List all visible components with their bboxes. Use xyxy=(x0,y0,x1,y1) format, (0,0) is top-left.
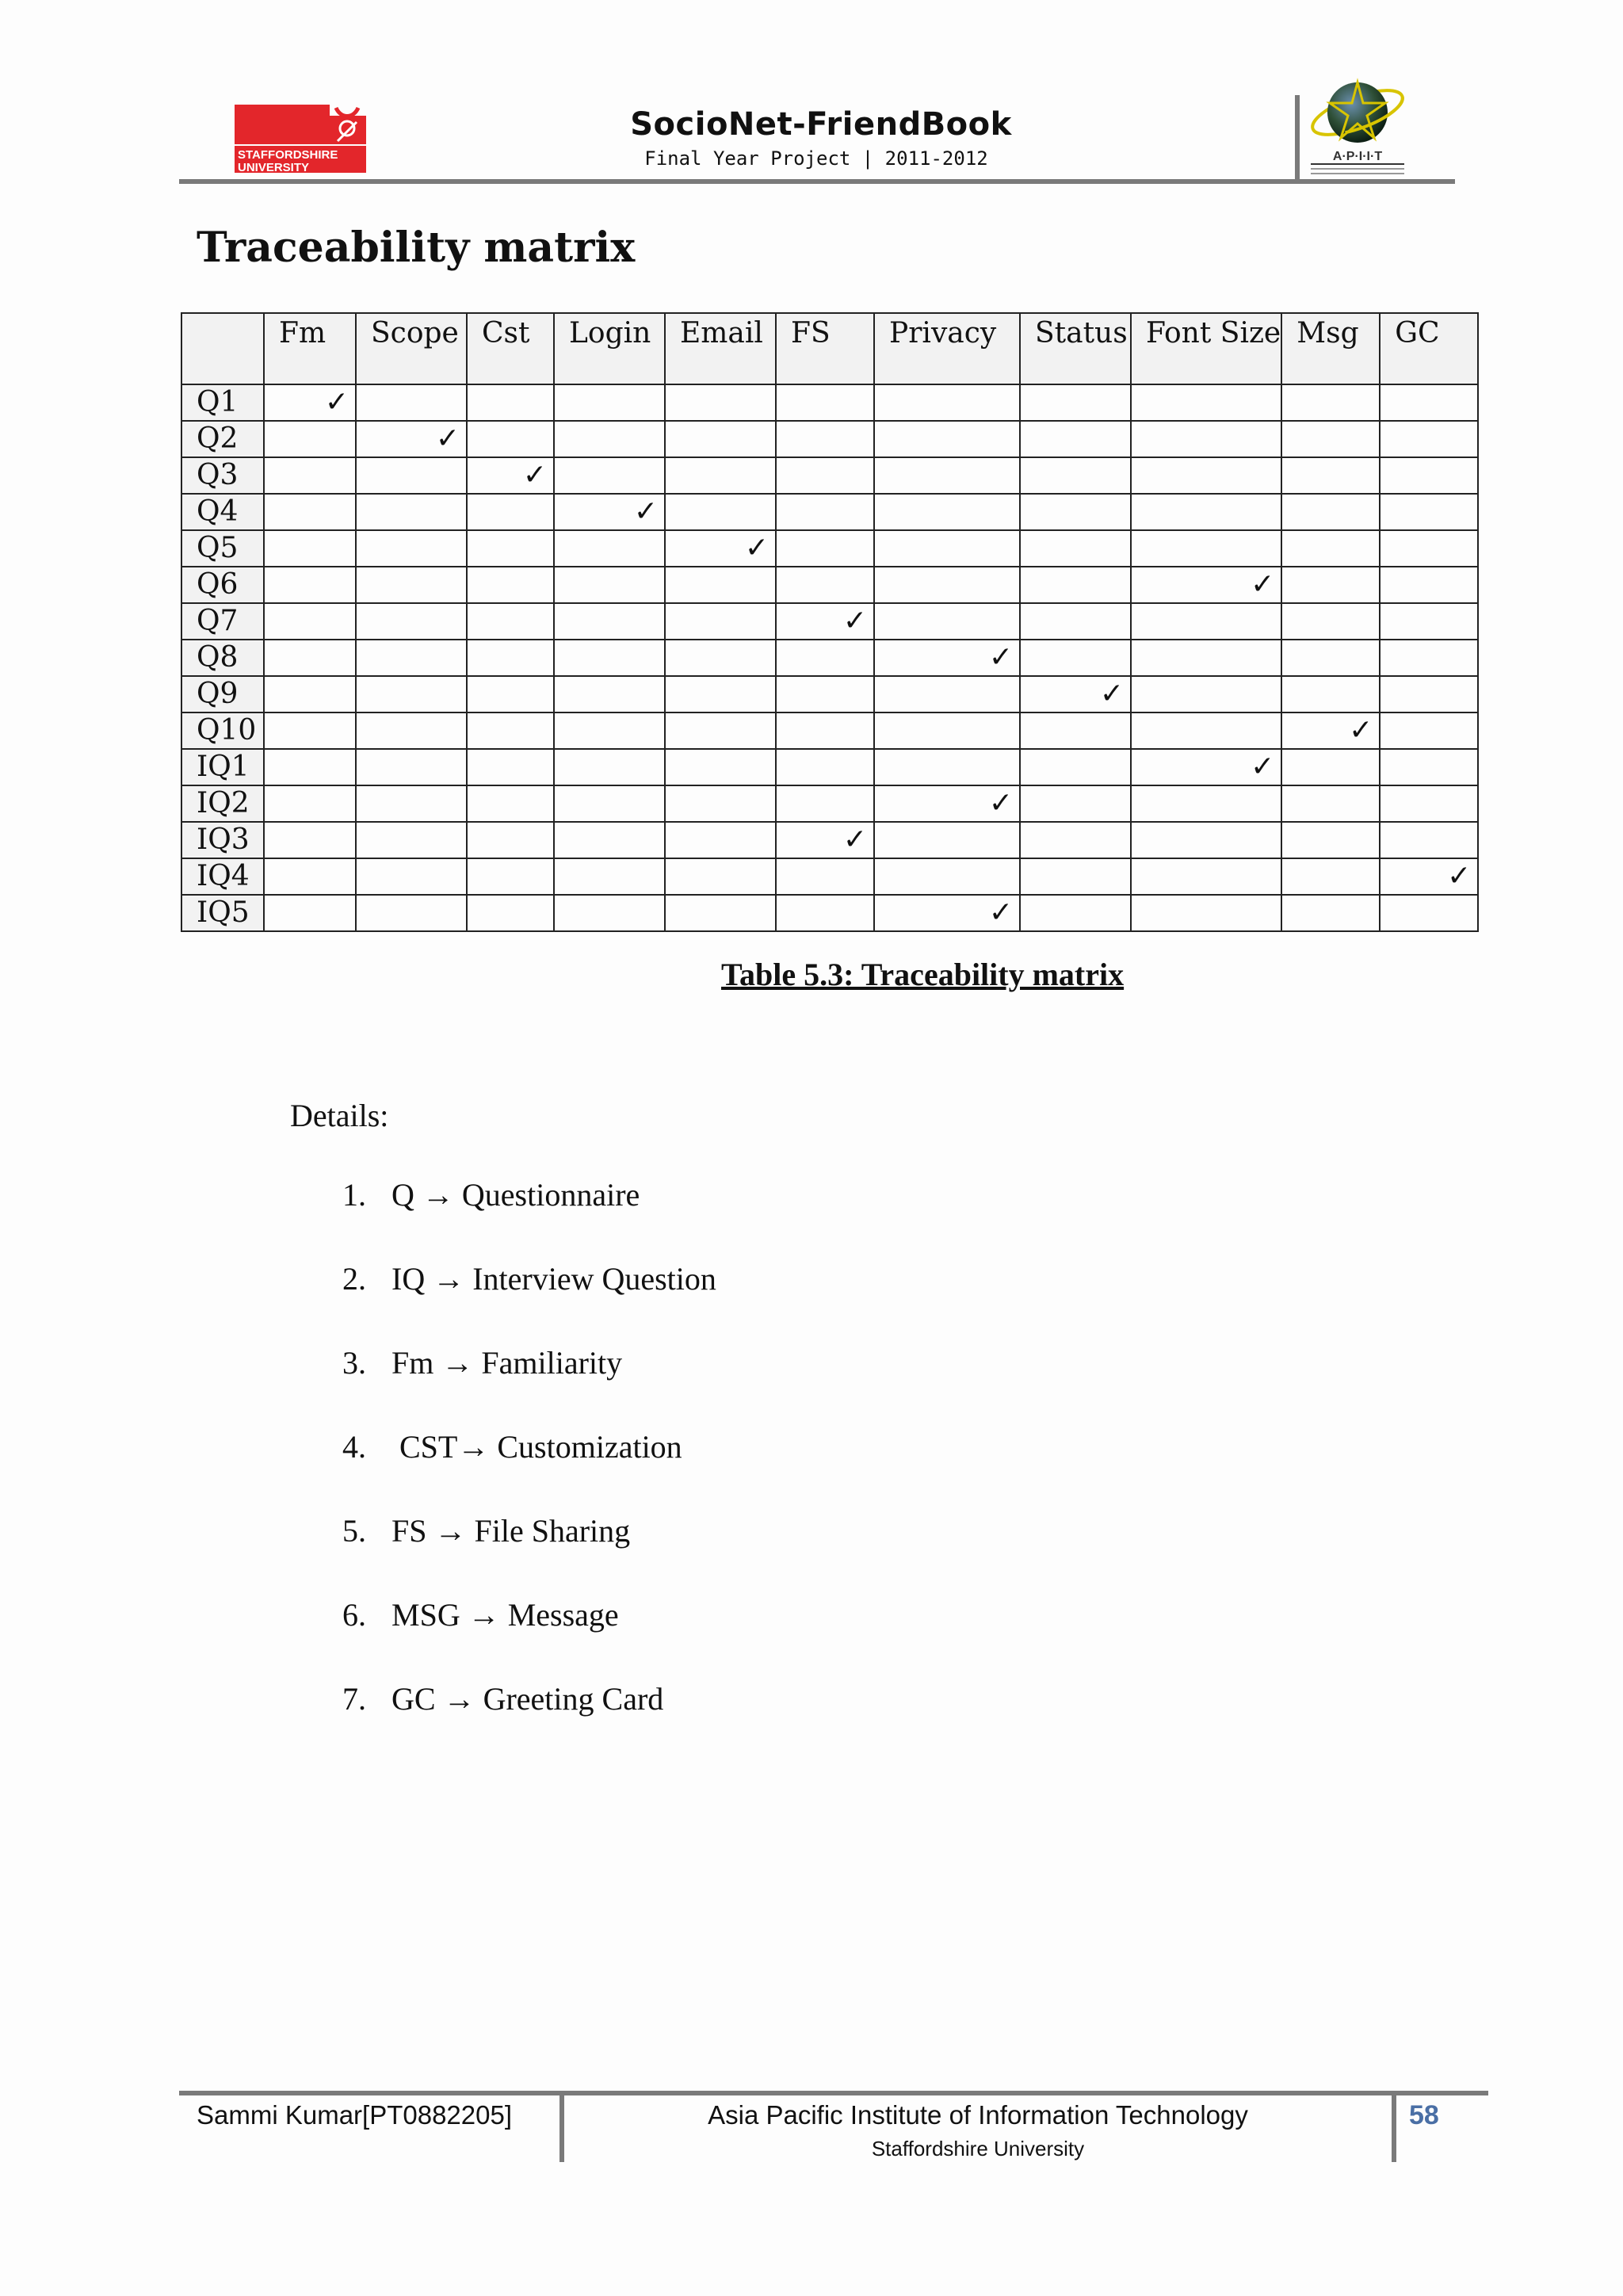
table-cell xyxy=(665,676,776,712)
table-cell xyxy=(1131,858,1281,895)
checkmark-icon: ✓ xyxy=(1020,676,1131,712)
table-cell xyxy=(356,676,467,712)
table-cell xyxy=(776,712,874,749)
table-cell xyxy=(1020,384,1131,421)
table-cell xyxy=(776,494,874,530)
list-item-text: FS → File Sharing xyxy=(391,1513,631,1549)
row-label: Q1 xyxy=(181,384,264,421)
table-cell xyxy=(356,384,467,421)
table-cell xyxy=(776,640,874,676)
table-cell xyxy=(874,530,1020,567)
row-label: IQ3 xyxy=(181,822,264,858)
checkmark-icon: ✓ xyxy=(776,603,874,640)
table-cell xyxy=(554,384,665,421)
table-row xyxy=(181,858,1478,895)
table-cell xyxy=(776,858,874,895)
table-cell xyxy=(264,603,356,640)
table-row xyxy=(181,384,1478,421)
list-item-number: 2. xyxy=(342,1261,366,1297)
list-item-text: CST→ Customization xyxy=(391,1429,682,1465)
table-cell xyxy=(264,567,356,603)
table-row xyxy=(181,494,1478,530)
column-header: Cst xyxy=(467,313,554,384)
table-row xyxy=(181,895,1478,931)
table-cell xyxy=(1281,384,1380,421)
column-header: GC xyxy=(1380,313,1478,384)
table-cell xyxy=(665,749,776,785)
table-row xyxy=(181,640,1478,676)
table-cell xyxy=(1131,494,1281,530)
table-cell xyxy=(554,858,665,895)
table-row xyxy=(181,530,1478,567)
table-cell xyxy=(1281,785,1380,822)
table-cell xyxy=(554,421,665,457)
table-cell xyxy=(1131,895,1281,931)
table-cell xyxy=(1020,421,1131,457)
table-cell xyxy=(1131,640,1281,676)
apiit-globe-logo xyxy=(1306,71,1409,178)
table-row xyxy=(181,603,1478,640)
table-cell xyxy=(356,567,467,603)
list-item-text: Fm → Familiarity xyxy=(391,1345,623,1381)
table-cell xyxy=(356,530,467,567)
table-row xyxy=(181,749,1478,785)
details-label: Details: xyxy=(290,1098,389,1133)
table-cell xyxy=(1380,676,1478,712)
table-cell xyxy=(1020,785,1131,822)
table-cell xyxy=(467,567,554,603)
table-cell xyxy=(1020,603,1131,640)
table-cell xyxy=(467,749,554,785)
table-row xyxy=(181,567,1478,603)
table-cell xyxy=(554,530,665,567)
checkmark-icon: ✓ xyxy=(554,494,665,530)
table-cell xyxy=(665,785,776,822)
row-label: Q7 xyxy=(181,603,264,640)
table-cell xyxy=(874,858,1020,895)
column-header: Fm xyxy=(264,313,356,384)
table-cell xyxy=(1380,603,1478,640)
column-header: Font Size xyxy=(1131,313,1281,384)
table-cell xyxy=(467,603,554,640)
table-cell xyxy=(665,603,776,640)
table-cell xyxy=(1020,530,1131,567)
traceability-matrix-table xyxy=(181,312,1479,932)
column-header: FS xyxy=(776,313,874,384)
table-cell xyxy=(1281,494,1380,530)
table-cell xyxy=(264,712,356,749)
row-label: Q6 xyxy=(181,567,264,603)
table-cell xyxy=(1281,858,1380,895)
checkmark-icon: ✓ xyxy=(356,421,467,457)
table-caption: Table 5.3: Traceability matrix xyxy=(721,957,1125,992)
table-cell xyxy=(874,822,1020,858)
svg-text:UNIVERSITY: UNIVERSITY xyxy=(238,161,310,173)
list-item xyxy=(342,1596,716,1680)
checkmark-icon: ✓ xyxy=(776,822,874,858)
table-cell xyxy=(554,457,665,494)
table-row xyxy=(181,712,1478,749)
page-number: 58 xyxy=(1409,2100,1439,2130)
table-cell xyxy=(1281,421,1380,457)
row-label: Q4 xyxy=(181,494,264,530)
table-cell xyxy=(1020,749,1131,785)
table-cell xyxy=(874,676,1020,712)
table-cell xyxy=(467,785,554,822)
table-cell xyxy=(874,494,1020,530)
table-cell xyxy=(776,676,874,712)
table-cell xyxy=(554,712,665,749)
row-label: Q9 xyxy=(181,676,264,712)
row-label: IQ2 xyxy=(181,785,264,822)
footer-vertical-divider xyxy=(1392,2095,1396,2162)
table-cell xyxy=(1281,530,1380,567)
table-cell xyxy=(1281,749,1380,785)
table-header-row xyxy=(181,313,1478,384)
table-cell xyxy=(356,494,467,530)
table-cell xyxy=(1380,530,1478,567)
table-cell xyxy=(1281,822,1380,858)
list-item-number: 1. xyxy=(342,1177,366,1213)
table-cell xyxy=(1380,567,1478,603)
list-item-text: Q → Questionnaire xyxy=(391,1177,640,1213)
table-cell xyxy=(1131,421,1281,457)
list-item xyxy=(342,1260,716,1344)
column-header: Scope xyxy=(356,313,467,384)
table-cell xyxy=(264,676,356,712)
table-cell xyxy=(1380,494,1478,530)
table-cell xyxy=(467,530,554,567)
footer-divider xyxy=(179,2091,1488,2095)
list-item xyxy=(342,1428,716,1512)
list-item-text: MSG → Message xyxy=(391,1597,619,1633)
table-row xyxy=(181,457,1478,494)
table-cell xyxy=(467,895,554,931)
table-cell xyxy=(665,712,776,749)
column-header: Email xyxy=(665,313,776,384)
checkmark-icon: ✓ xyxy=(665,530,776,567)
list-item-number: 7. xyxy=(342,1681,366,1717)
table-cell xyxy=(665,494,776,530)
table-cell xyxy=(1020,858,1131,895)
table-cell xyxy=(356,640,467,676)
list-item xyxy=(342,1680,716,1764)
row-label: Q5 xyxy=(181,530,264,567)
table-cell xyxy=(1020,895,1131,931)
row-label: Q3 xyxy=(181,457,264,494)
table-cell xyxy=(1380,749,1478,785)
table-cell xyxy=(665,384,776,421)
list-item-number: 5. xyxy=(342,1513,366,1549)
table-cell xyxy=(467,712,554,749)
table-cell xyxy=(776,895,874,931)
table-cell xyxy=(356,749,467,785)
table-cell xyxy=(1131,676,1281,712)
list-item xyxy=(342,1512,716,1596)
column-header: Login xyxy=(554,313,665,384)
list-item-text: GC → Greeting Card xyxy=(391,1681,664,1717)
table-row xyxy=(181,421,1478,457)
svg-text:STAFFORDSHIRE: STAFFORDSHIRE xyxy=(238,148,338,162)
checkmark-icon: ✓ xyxy=(1380,858,1478,895)
table-cell xyxy=(874,567,1020,603)
table-cell xyxy=(554,676,665,712)
table-cell xyxy=(264,895,356,931)
table-cell xyxy=(1131,712,1281,749)
table-cell xyxy=(356,858,467,895)
table-cell xyxy=(467,858,554,895)
table-cell xyxy=(874,457,1020,494)
table-cell xyxy=(554,822,665,858)
table-cell xyxy=(665,640,776,676)
table-cell xyxy=(467,640,554,676)
table-cell xyxy=(874,603,1020,640)
list-item xyxy=(342,1176,716,1260)
abbreviation-list xyxy=(342,1176,716,1764)
table-cell xyxy=(776,567,874,603)
table-cell xyxy=(665,457,776,494)
table-cell xyxy=(467,494,554,530)
table-cell xyxy=(467,822,554,858)
column-header: Msg xyxy=(1281,313,1380,384)
table-cell xyxy=(264,494,356,530)
checkmark-icon: ✓ xyxy=(264,384,356,421)
table-cell xyxy=(356,785,467,822)
table-row xyxy=(181,785,1478,822)
table-cell xyxy=(554,895,665,931)
svg-text:A·P·I·I·T: A·P·I·I·T xyxy=(1332,150,1383,163)
table-cell xyxy=(264,457,356,494)
table-cell xyxy=(665,822,776,858)
table-cell xyxy=(554,785,665,822)
section-heading: Traceability matrix xyxy=(197,223,636,272)
list-item-number: 3. xyxy=(342,1345,366,1381)
table-cell xyxy=(1131,384,1281,421)
checkmark-icon: ✓ xyxy=(874,640,1020,676)
list-item-text: IQ → Interview Question xyxy=(391,1261,716,1297)
document-subtitle: Final Year Project | 2011-2012 xyxy=(644,147,988,170)
table-cell xyxy=(1020,712,1131,749)
table-row xyxy=(181,676,1478,712)
table-cell xyxy=(1281,457,1380,494)
table-cell xyxy=(874,384,1020,421)
table-cell xyxy=(776,457,874,494)
table-cell xyxy=(467,384,554,421)
checkmark-icon: ✓ xyxy=(874,785,1020,822)
table-cell xyxy=(264,530,356,567)
row-label: Q2 xyxy=(181,421,264,457)
document-title: SocioNet-FriendBook xyxy=(630,106,1012,143)
table-cell xyxy=(1131,603,1281,640)
table-cell xyxy=(554,567,665,603)
header-corner-cell xyxy=(181,313,264,384)
table-cell xyxy=(356,822,467,858)
table-cell xyxy=(1281,895,1380,931)
table-cell xyxy=(1380,457,1478,494)
row-label: IQ4 xyxy=(181,858,264,895)
table-cell xyxy=(1131,530,1281,567)
table-cell xyxy=(1020,494,1131,530)
header-divider xyxy=(179,179,1455,184)
table-cell xyxy=(1380,640,1478,676)
table-cell xyxy=(665,895,776,931)
header-vertical-divider xyxy=(1295,95,1300,182)
list-item-number: 6. xyxy=(342,1597,366,1633)
table-cell xyxy=(874,749,1020,785)
table-cell xyxy=(665,567,776,603)
table-cell xyxy=(665,421,776,457)
checkmark-icon: ✓ xyxy=(1281,712,1380,749)
table-cell xyxy=(554,640,665,676)
table-cell xyxy=(1020,457,1131,494)
row-label: Q8 xyxy=(181,640,264,676)
checkmark-icon: ✓ xyxy=(1131,749,1281,785)
column-header: Privacy xyxy=(874,313,1020,384)
table-cell xyxy=(1281,603,1380,640)
table-cell xyxy=(776,530,874,567)
table-cell xyxy=(264,858,356,895)
table-cell xyxy=(1020,567,1131,603)
table-cell xyxy=(1380,712,1478,749)
table-cell xyxy=(1131,785,1281,822)
table-cell xyxy=(776,785,874,822)
table-cell xyxy=(874,421,1020,457)
table-cell xyxy=(264,822,356,858)
table-cell xyxy=(1380,384,1478,421)
table-cell xyxy=(665,858,776,895)
table-cell xyxy=(1020,640,1131,676)
checkmark-icon: ✓ xyxy=(467,457,554,494)
table-cell xyxy=(264,421,356,457)
checkmark-icon: ✓ xyxy=(1131,567,1281,603)
table-cell xyxy=(874,712,1020,749)
table-cell xyxy=(1281,676,1380,712)
table-cell xyxy=(467,676,554,712)
row-label: IQ1 xyxy=(181,749,264,785)
table-cell xyxy=(776,384,874,421)
footer-institution: Asia Pacific Institute of Information Technology xyxy=(708,2100,1248,2130)
table-cell xyxy=(356,895,467,931)
table-cell xyxy=(1131,822,1281,858)
column-header: Status xyxy=(1020,313,1131,384)
table-cell xyxy=(264,640,356,676)
table-cell xyxy=(356,457,467,494)
footer-author: Sammi Kumar[PT0882205] xyxy=(197,2100,513,2130)
checkmark-icon: ✓ xyxy=(874,895,1020,931)
table-cell xyxy=(1380,895,1478,931)
table-cell xyxy=(264,785,356,822)
table-cell xyxy=(776,749,874,785)
table-cell xyxy=(356,712,467,749)
table-cell xyxy=(554,603,665,640)
table-cell xyxy=(1281,567,1380,603)
table-cell xyxy=(1131,457,1281,494)
table-cell xyxy=(467,421,554,457)
table-row xyxy=(181,822,1478,858)
table-cell xyxy=(264,749,356,785)
footer-university: Staffordshire University xyxy=(871,2137,1085,2160)
list-item xyxy=(342,1344,716,1428)
list-item-number: 4. xyxy=(342,1429,366,1465)
table-cell xyxy=(554,749,665,785)
table-cell xyxy=(1020,822,1131,858)
table-cell xyxy=(1380,421,1478,457)
table-cell xyxy=(356,603,467,640)
table-cell xyxy=(776,421,874,457)
row-label: IQ5 xyxy=(181,895,264,931)
table-cell xyxy=(1380,822,1478,858)
table-cell xyxy=(1380,785,1478,822)
table-cell xyxy=(1281,640,1380,676)
row-label: Q10 xyxy=(181,712,264,749)
